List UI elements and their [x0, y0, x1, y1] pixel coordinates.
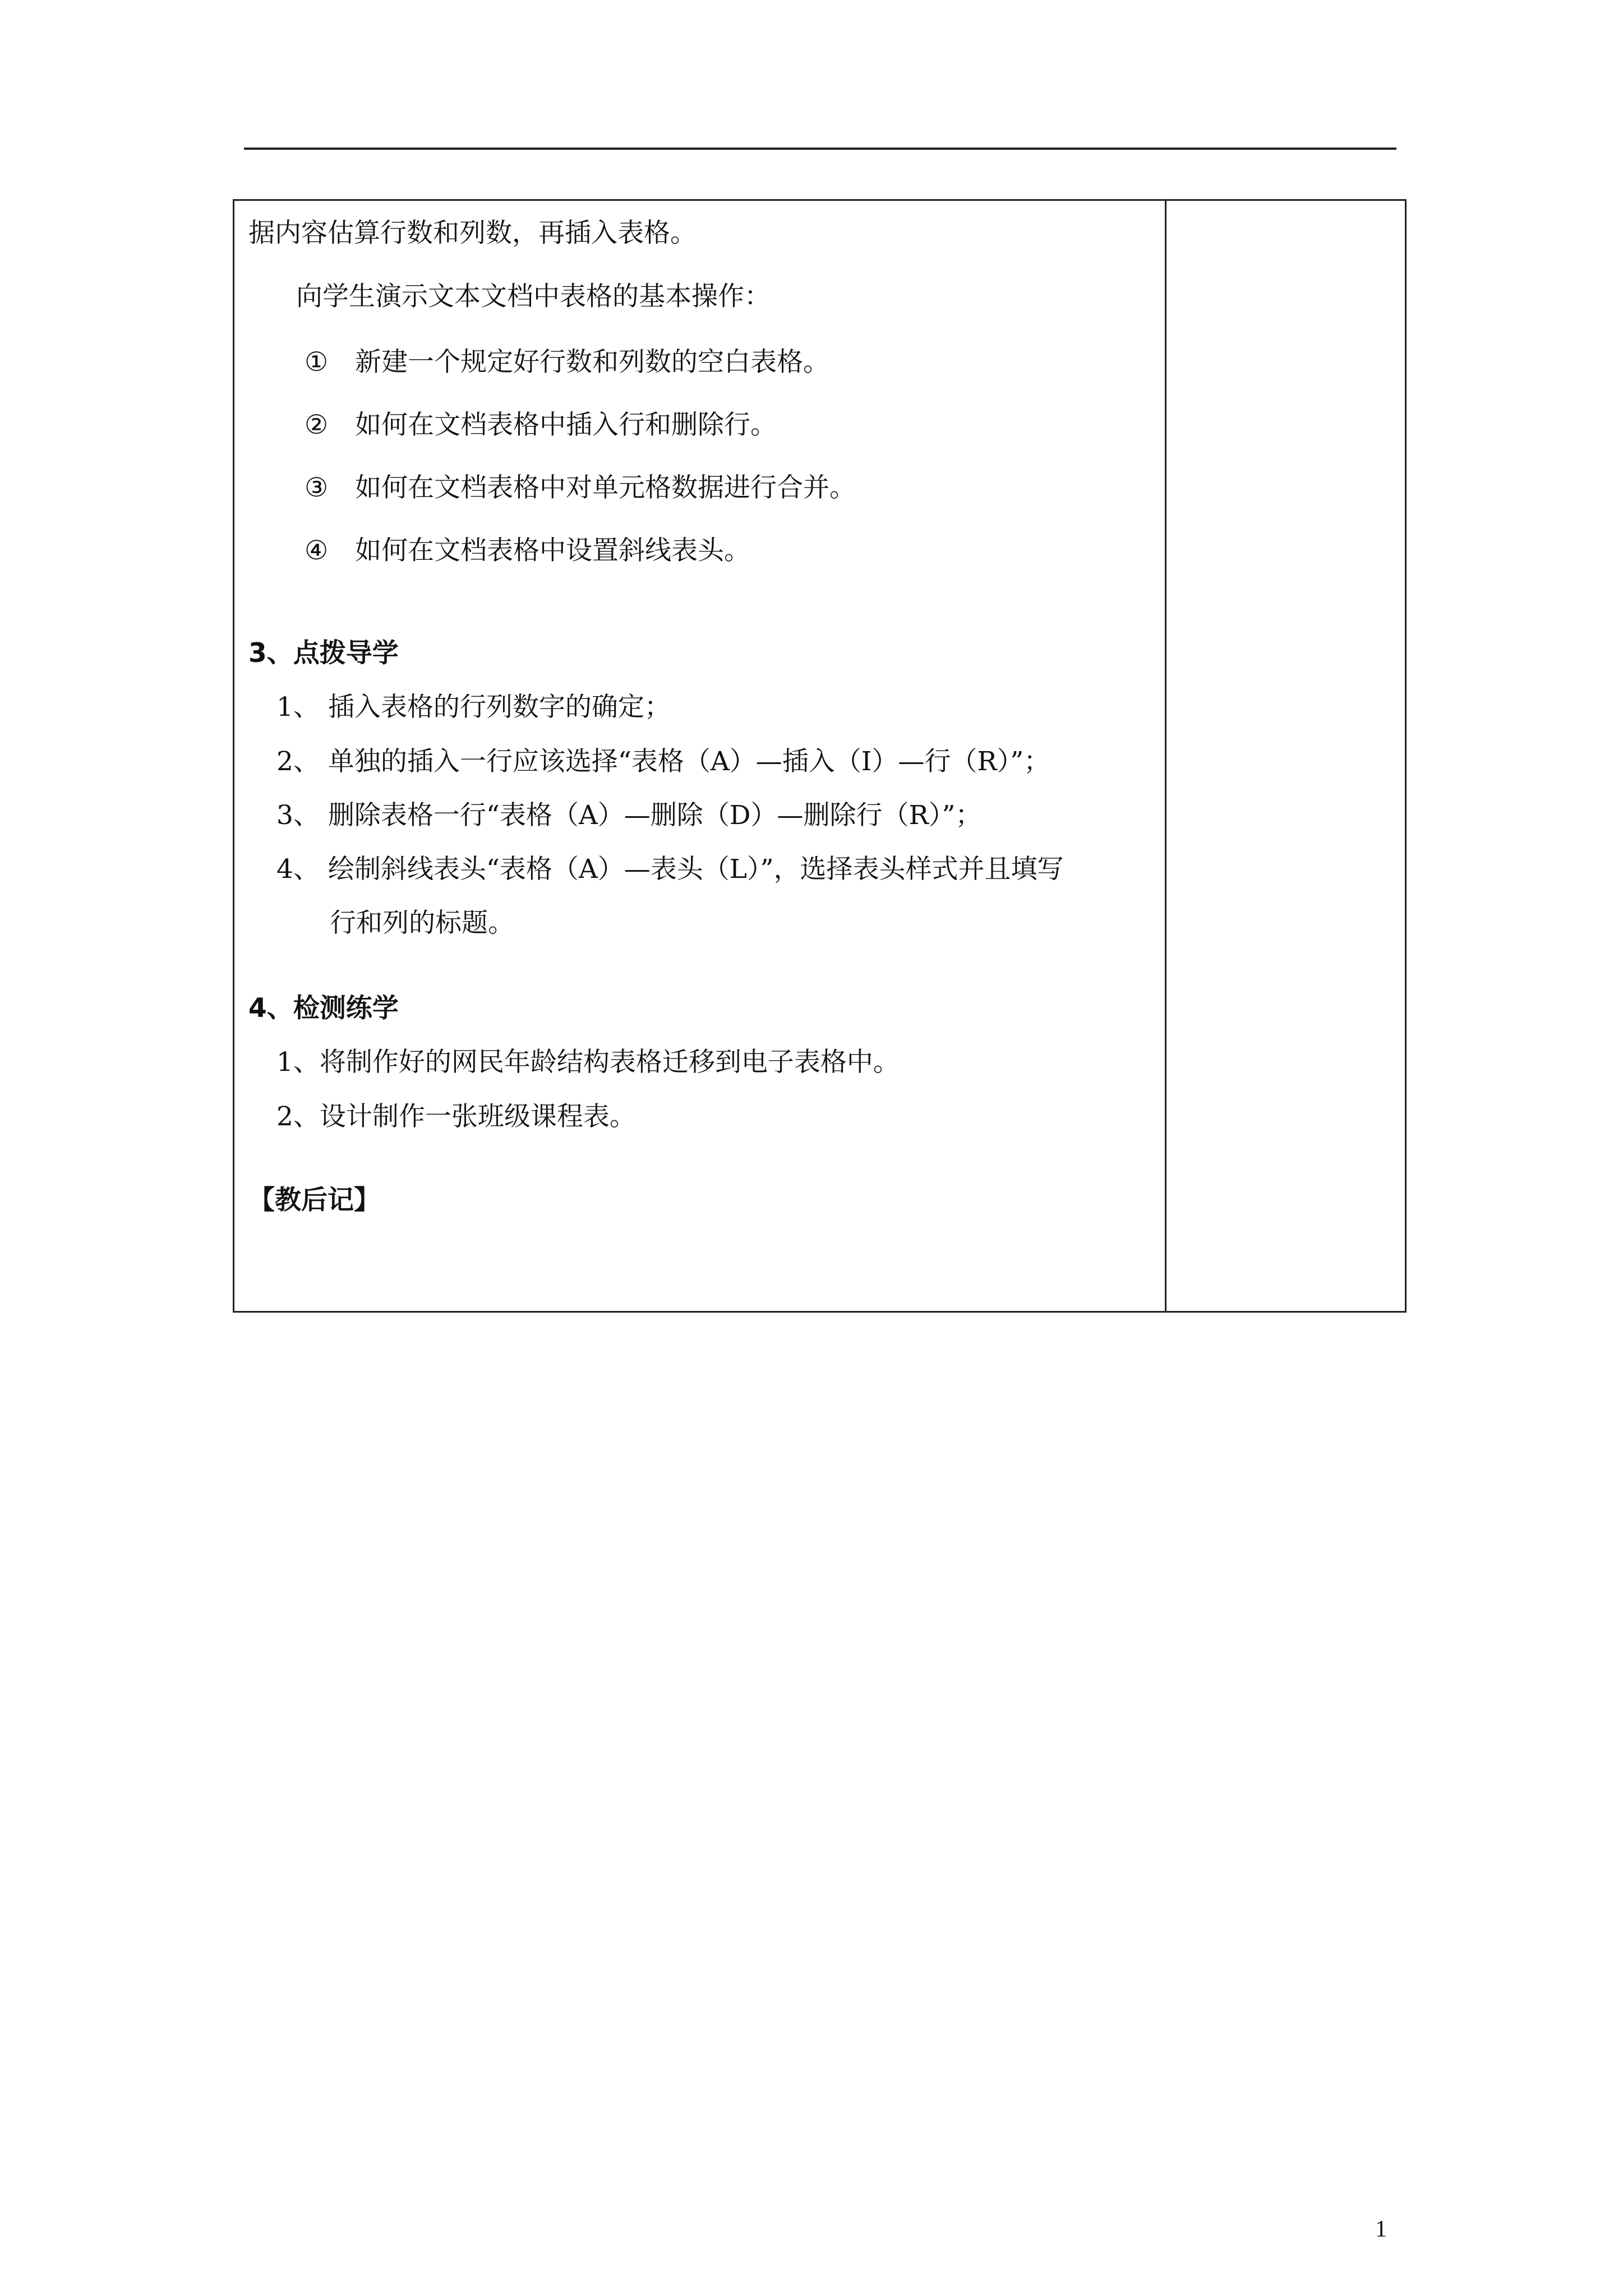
step-text: 如何在文档表格中设置斜线表头。: [355, 535, 750, 566]
section3-item-4: 4、 绘制斜线表头“表格（A）—表头（L）”，选择表头样式并且填写: [276, 854, 1064, 885]
section3-item-1: 1、 插入表格的行列数字的确定；: [276, 692, 671, 723]
step-marker: ③: [305, 472, 329, 503]
page-number: 1: [1375, 2216, 1387, 2242]
section3-heading: 3、点拨导学: [248, 638, 399, 669]
demo-step-3: [305, 472, 856, 504]
notes-cell: [1166, 201, 1405, 1311]
lead-line: 据内容估算行数和列数，再插入表格。: [248, 218, 697, 249]
section4-item-1: 1、将制作好的网民年龄结构表格迁移到电子表格中。: [276, 1047, 900, 1078]
section3-item-3: 3、 删除表格一行“表格（A）—删除（D）—删除行（R）”；: [276, 800, 982, 831]
section3-item-4-continued: 行和列的标题。: [330, 908, 514, 938]
demo-step-4: [305, 535, 750, 567]
step-marker: ②: [305, 409, 329, 440]
section3-item-2: 2、 单独的插入一行应该选择“表格（A）—插入（I）—行（R）”；: [276, 746, 1050, 777]
step-marker: ④: [305, 535, 329, 566]
demo-step-1: [305, 347, 829, 378]
step-text: 如何在文档表格中对单元格数据进行合并。: [355, 472, 856, 503]
section4-heading: 4、检测练学: [248, 993, 399, 1024]
step-marker: ①: [305, 347, 329, 378]
lesson-plan-table: [233, 199, 1407, 1313]
demo-step-2: [305, 409, 777, 441]
step-text: 如何在文档表格中插入行和删除行。: [355, 409, 777, 440]
section4-item-2: 2、设计制作一张班级课程表。: [276, 1101, 636, 1132]
demo-intro: 向学生演示文本文档中表格的基本操作：: [296, 281, 771, 312]
afterword-heading: 【教后记】: [248, 1185, 380, 1216]
content-cell: [234, 201, 1166, 1311]
header-rule: [244, 148, 1396, 150]
step-text: 新建一个规定好行数和列数的空白表格。: [355, 347, 829, 378]
